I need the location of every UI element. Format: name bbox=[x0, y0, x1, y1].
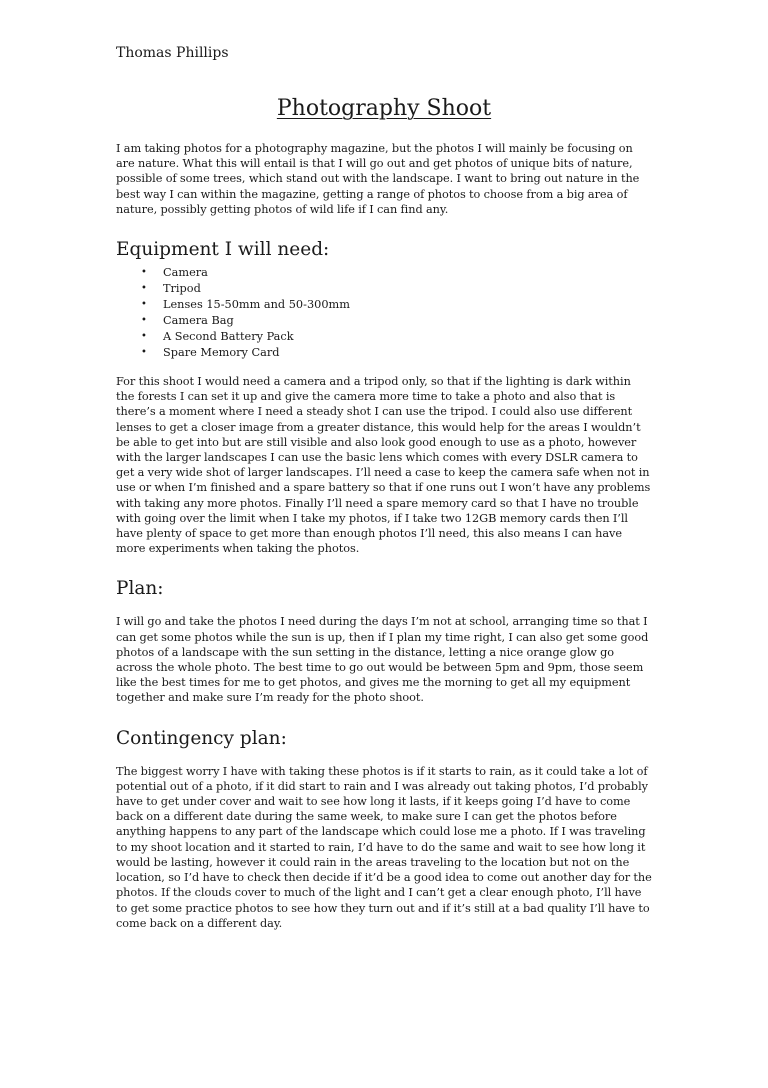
list-item bbox=[116, 329, 652, 345]
bullet-icon: • bbox=[141, 347, 147, 359]
plan-heading: Plan: bbox=[116, 578, 164, 600]
intro-paragraph: I am taking photos for a photography magazine, but the photos I will mainly be focusing on are nature. What this will entail is that I will go out and get photos of unique bits of nature, possible of some trees, which stand out with the landscape. I want to bring out nature in the best way I can within the magazine, getting a range of photos to choose from a big area of nature, possibly getting photos of wild life if I can find any. bbox=[116, 142, 640, 216]
document-title-text: Photography Shoot bbox=[276, 96, 492, 121]
list-item bbox=[116, 313, 652, 329]
list-item bbox=[116, 265, 652, 281]
plan-paragraph: I will go and take the photos I need during the days I’m not at school, arranging time so that I can get some photos while the sun is up, then if I plan my time right, I can also get some good photos of a landscape with the sun setting in the distance, letting a nice orange glow go across the whole photo. The best time to go out would be between 5pm and 9pm, those seem like the best times for me to get photos, and gives me the morning to get all my equipment together and make sure I’m ready for the photo shoot. bbox=[116, 615, 649, 705]
equipment-heading: Equipment I will need: bbox=[116, 239, 330, 261]
list-item-text: Tripod bbox=[163, 282, 201, 296]
list-item bbox=[116, 345, 652, 361]
bullet-icon: • bbox=[141, 283, 147, 295]
author-name: Thomas Phillips bbox=[116, 45, 229, 61]
list-item-text: Camera Bag bbox=[163, 314, 234, 328]
list-item-text: A Second Battery Pack bbox=[163, 330, 294, 344]
bullet-icon: • bbox=[141, 267, 147, 279]
bullet-icon: • bbox=[141, 315, 147, 327]
bullet-icon: • bbox=[141, 331, 147, 343]
bullet-icon: • bbox=[141, 299, 147, 311]
list-item-text: Camera bbox=[163, 266, 208, 280]
document-body bbox=[116, 141, 652, 931]
equipment-list bbox=[116, 265, 652, 361]
equipment-paragraph: For this shoot I would need a camera and a tripod only, so that if the lighting is dark within the forests I can set it up and give the camera more time to take a photo and also that is there’s a moment where I need a steady shot I can use the tripod. I could also use different lenses to get a closer image from a greater distance, this would help for the areas I wouldn’t be able to get into but are still visible and also look good enough to use as a photo, however with the larger landscapes I can use the basic lens which comes with every DSLR camera to get a very wide shot of larger landscapes. I’ll need a case to keep the camera safe when not in use or when I’m finished and a spare battery so that if one runs out I won’t have any problems with taking any more photos. Finally I’ll need a spare memory card so that I have no trouble with going over the limit when I take my photos, if I take two 12GB memory cards then I’ll have plenty of space to get more than enough photos I’ll need, this also means I can have more experiments when taking the photos. bbox=[116, 375, 651, 556]
contingency-paragraph: The biggest worry I have with taking these photos is if it starts to rain, as it could take a lot of potential out of a photo, if it did start to rain and I was already out taking photos, I’d probably have to get under cover and wait to see how long it lasts, if it keeps going I’d have to come back on a different date during the same week, to make sure I can get the photos before anything happens to any part of the landscape which could lose me a photo. If I was traveling to my shoot location and it started to rain, I’d have to do the same and wait to see how long it would be lasting, however it could rain in the areas traveling to the location but not on the location, so I’d have to check then decide if it’d be a good idea to come out another day for the photos. If the clouds cover to much of the light and I can’t get a clear enough photo, I’ll have to get some practice photos to see how they turn out and if it’s still at a bad quality I’ll have to come back on a different day. bbox=[116, 764, 652, 930]
list-item bbox=[116, 281, 652, 297]
contingency-heading: Contingency plan: bbox=[116, 727, 287, 749]
list-item bbox=[116, 297, 652, 313]
list-item-text: Lenses 15-50mm and 50-300mm bbox=[163, 298, 350, 312]
document-title bbox=[0, 95, 768, 123]
list-item-text: Spare Memory Card bbox=[163, 346, 280, 360]
